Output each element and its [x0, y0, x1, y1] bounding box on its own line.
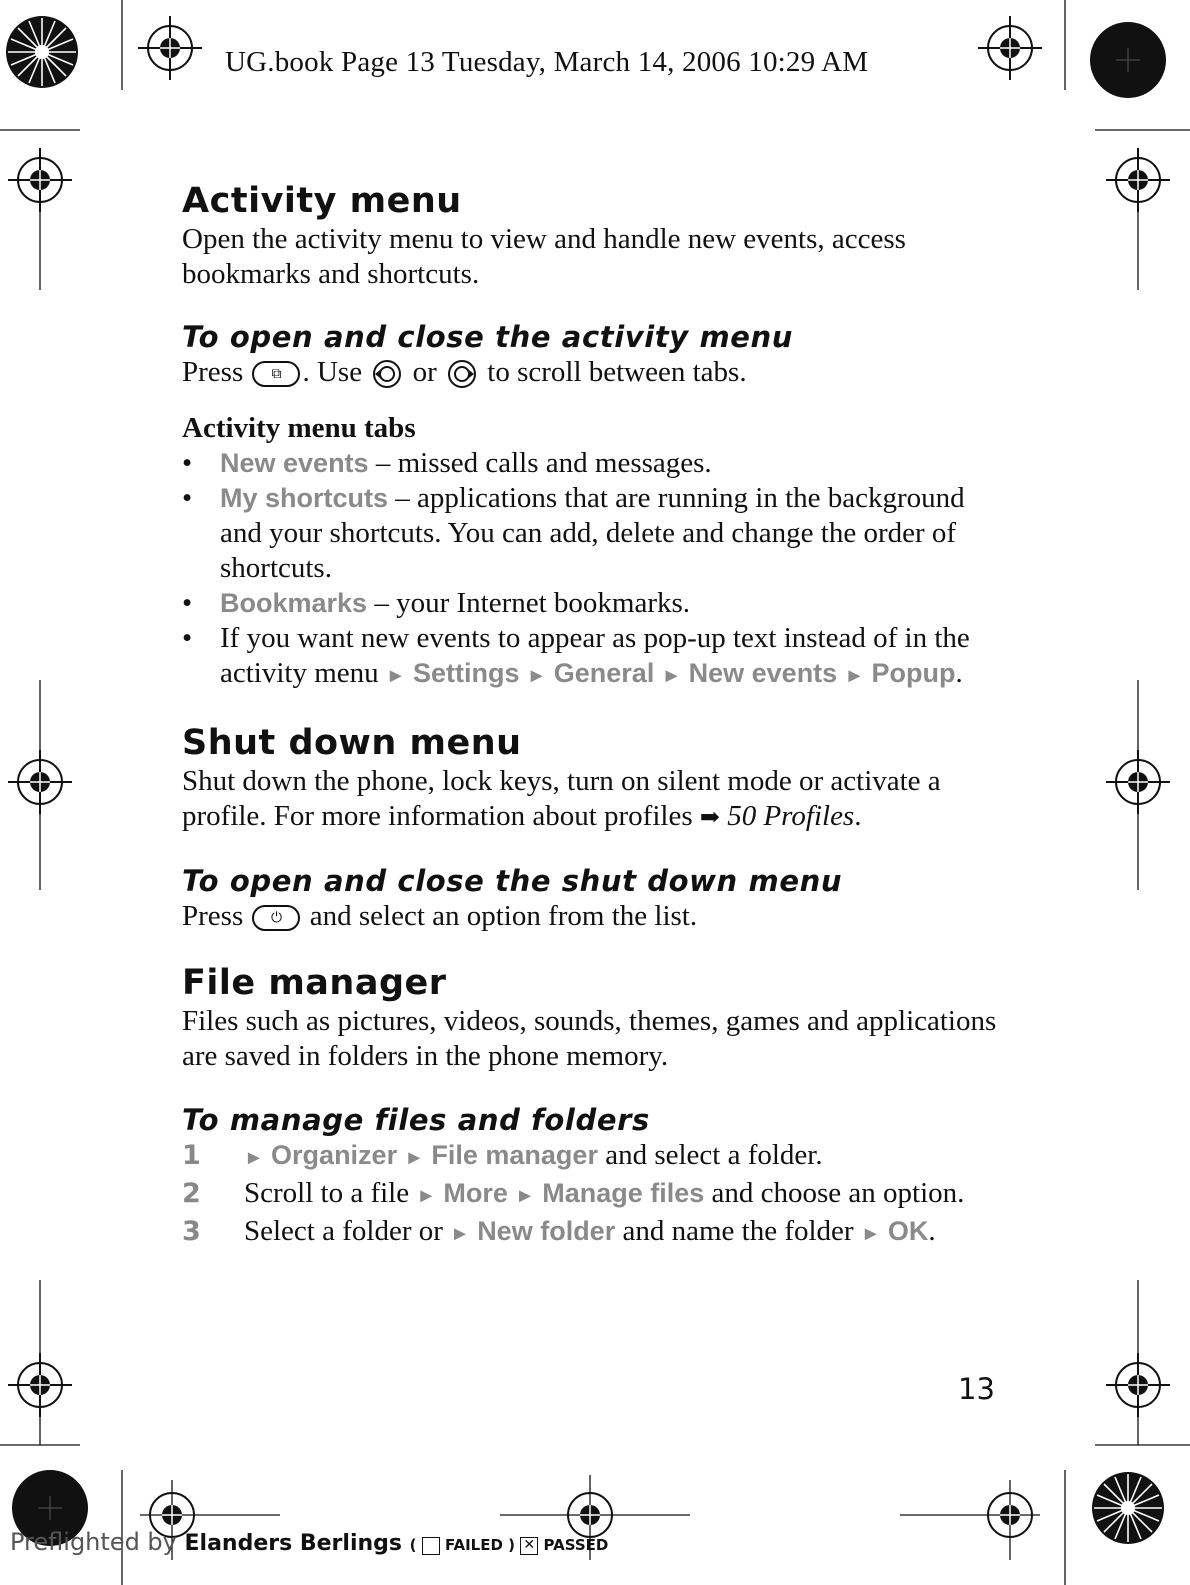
menu-arrow-icon: ►	[860, 1223, 881, 1245]
page-number: 13	[958, 1372, 995, 1406]
preflight-stamp: Preflighted by Elanders Berlings ( FAILED ) ✕ PASSED	[10, 1528, 609, 1556]
cross-reference-arrow-icon: ➡	[699, 805, 720, 831]
crosshair-icon	[8, 1353, 72, 1417]
print-header: UG.book Page 13 Tuesday, March 14, 2006 10:29 AM	[225, 46, 869, 78]
crosshair-icon	[1106, 750, 1170, 814]
menu-arrow-icon: ►	[404, 1147, 425, 1169]
crosshair-icon	[1106, 148, 1170, 212]
subsection-title-open-activity: To open and close the activity menu	[182, 320, 794, 354]
menu-arrow-icon: ►	[844, 665, 865, 687]
shutdown-menu-intro: Shut down the phone, lock keys, turn on silent mode or activate a profile. For more information about profiles ➡ 50 Profiles.	[182, 765, 941, 832]
activity-tabs-list	[182, 446, 1002, 694]
menu-arrow-icon: ►	[416, 1185, 437, 1207]
navigation-right-icon	[447, 359, 477, 389]
list-item: • My shortcuts – applications that are running in the background and your shortcuts. You can add, delete and change the order of shortcuts.	[182, 482, 965, 584]
list-item: • If you want new events to appear as pop-up text instead of in the activity menu ► Settings ► General ► New events ► Popup.	[182, 622, 970, 689]
page-content	[182, 180, 1002, 1252]
navigation-left-icon	[372, 359, 402, 389]
subsection-title-activity-tabs: Activity menu tabs	[182, 412, 416, 444]
checkbox-failed-icon	[422, 1537, 440, 1555]
step-item: 2 Scroll to a file ► More ► Manage files and choose an option.	[182, 1177, 965, 1209]
crosshair-icon	[8, 148, 72, 212]
section-title-shutdown-menu: Shut down menu	[182, 723, 522, 763]
crosshair-icon	[978, 16, 1042, 80]
section-title-activity-menu: Activity menu	[182, 181, 462, 221]
subsection-title-manage-files: To manage files and folders	[182, 1103, 650, 1137]
menu-arrow-icon: ►	[515, 1185, 535, 1207]
brand-logo: Elanders Berlings	[184, 1531, 402, 1556]
file-manager-intro: Files such as pictures, videos, sounds, themes, games and applications are saved in folders in the phone memory.	[182, 1005, 997, 1072]
checkbox-passed-icon: ✕	[520, 1537, 538, 1555]
activity-menu-intro: Open the activity menu to view and handle new events, access bookmarks and shortcuts.	[182, 223, 906, 290]
solid-disc-icon	[1090, 22, 1166, 98]
subsection-title-open-shutdown: To open and close the shut down menu	[182, 864, 843, 898]
section-title-file-manager: File manager	[182, 963, 447, 1003]
activity-key-icon: ⧉	[252, 361, 300, 387]
manage-files-steps	[182, 1138, 1002, 1252]
crosshair-icon	[1106, 1353, 1170, 1417]
crosshair-icon	[138, 16, 202, 80]
open-shutdown-instructions: Press ⏻ and select an option from the list.	[182, 900, 698, 932]
starburst-icon	[1092, 1472, 1164, 1544]
list-item: • Bookmarks – your Internet bookmarks.	[182, 587, 691, 619]
step-item: 3 Select a folder or ► New folder and name the folder ► OK.	[182, 1215, 936, 1247]
menu-arrow-icon: ►	[385, 665, 406, 687]
crosshair-icon	[8, 750, 72, 814]
menu-arrow-icon: ►	[661, 665, 682, 687]
cross-reference-link[interactable]: 50 Profiles	[727, 800, 855, 832]
starburst-icon	[6, 16, 78, 88]
list-item: • New events – missed calls and messages.	[182, 447, 712, 479]
menu-arrow-icon: ►	[526, 665, 547, 687]
menu-arrow-icon: ►	[450, 1223, 470, 1245]
power-key-icon: ⏻	[252, 905, 300, 931]
step-item: 1 ► Organizer ► File manager and select a folder.	[182, 1139, 823, 1171]
menu-arrow-icon: ►	[244, 1147, 264, 1169]
open-activity-instructions: Press ⧉ . Use or to scroll between tabs.	[182, 356, 747, 388]
